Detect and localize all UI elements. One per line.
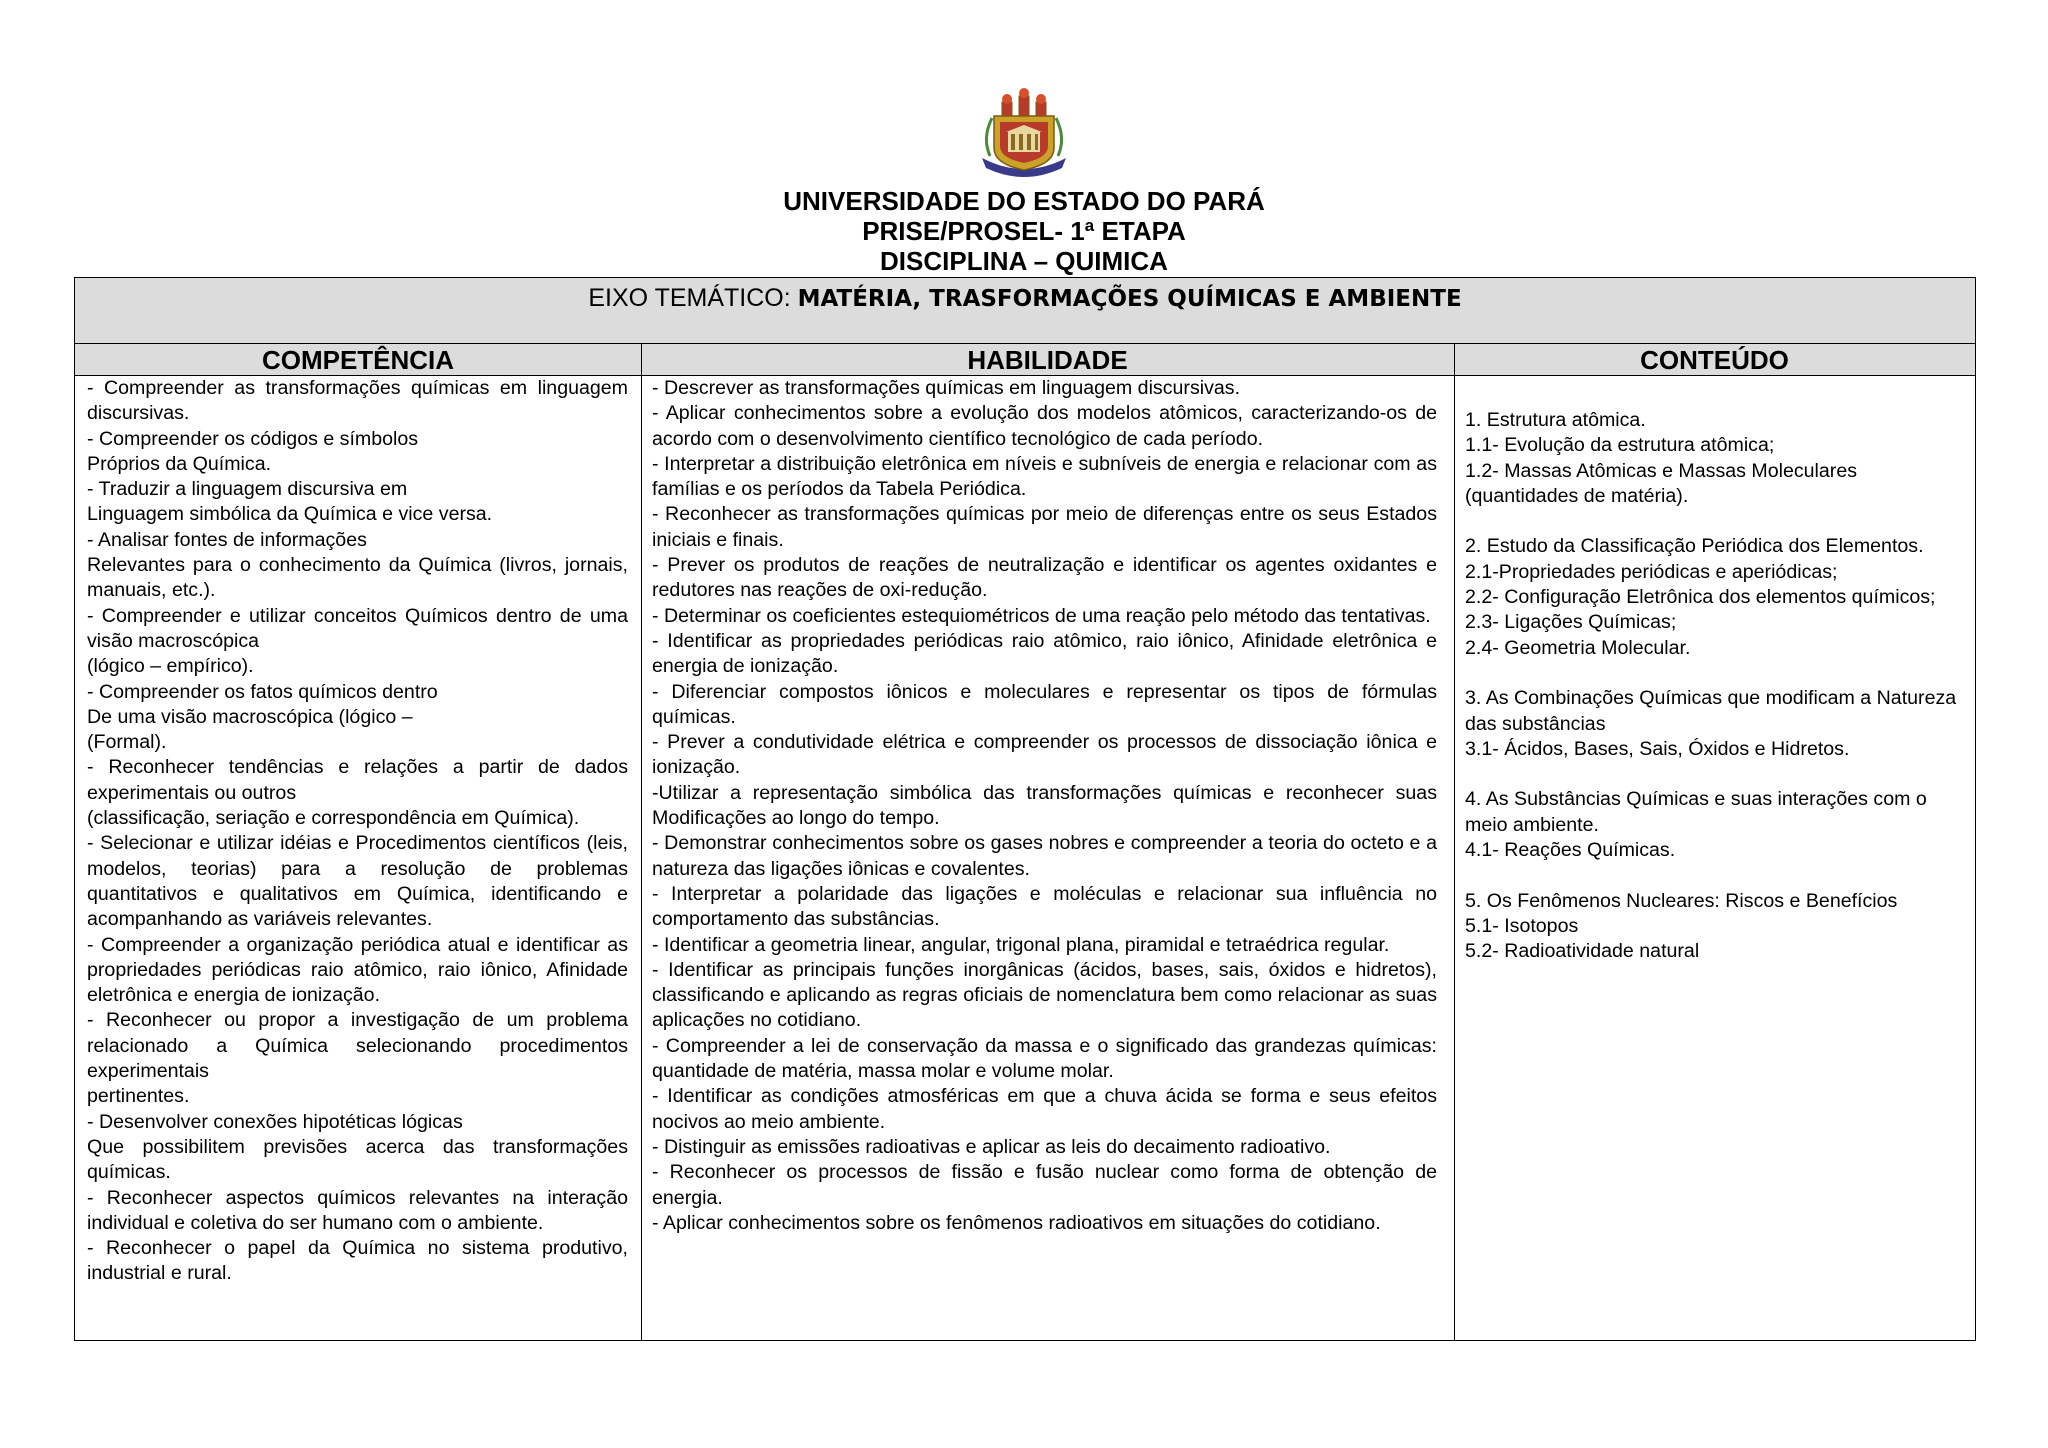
habilidade-item: - Identificar as principais funções inorgânicas (ácidos, bases, sais, óxidos e hidretos), classificando e aplicando as regras oficiais de nomenclatura bem como relacionar as suas aplicações no cotidiano.: [652, 958, 1437, 1032]
competencia-item: - Analisar fontes de informações: [87, 528, 367, 551]
competencia-item: - Compreender os códigos e símbolos: [87, 427, 419, 450]
habilidade-item: - Aplicar conhecimentos sobre a evolução dos modelos atômicos, caracterizando-os de acordo com o desenvolvimento científico tecnológico de cada período.: [652, 402, 1437, 450]
conteudo-item: 5.1- Isotopos: [1465, 914, 1579, 937]
habilidade-item: - Interpretar a distribuição eletrônica em níveis e subníveis de energia e relacionar com as famílias e os períodos da Tabela Periódica.: [652, 452, 1437, 501]
habilidade-item: - Prever a condutividade elétrica e compreender os processos de dissociação iônica e ionização.: [652, 731, 1437, 779]
habilidade-item: - Descrever as transformações químicas em linguagem discursivas.: [652, 377, 1241, 399]
eixo-tematico-header: [75, 278, 1975, 344]
competencia-item: - Reconhecer ou propor a investigação de um problema relacionado a Química selecionando procedimentos experimentais: [87, 1009, 628, 1083]
spacer: [1465, 509, 1965, 534]
conteudo-item: 2.3- Ligações Químicas;: [1465, 611, 1677, 634]
column-header-competencia: COMPETÊNCIA: [75, 344, 641, 376]
habilidade-cell: [652, 376, 1437, 1236]
spacer: [1465, 863, 1965, 888]
competencia-item: - Reconhecer o papel da Química no sistema produtivo, industrial e rural.: [87, 1237, 628, 1285]
eixo-prefix: EIXO TEMÁTICO:: [588, 284, 798, 312]
habilidade-item: - Identificar as condições atmosféricas em que a chuva ácida se forma e seus efeitos nocivos ao meio ambiente.: [652, 1085, 1437, 1133]
eixo-title: MATÉRIA, TRASFORMAÇÕES QUÍMICAS E AMBIENTE: [797, 286, 1462, 312]
competencia-item: De uma visão macroscópica (lógico –: [87, 705, 413, 728]
column-divider: [641, 344, 642, 1340]
conteudo-item: 5. Os Fenômenos Nucleares: Riscos e Benefícios: [1465, 889, 1898, 912]
habilidade-item: - Interpretar a polaridade das ligações e moléculas e relacionar sua influência no comportamento das substâncias.: [652, 882, 1437, 931]
competencia-item: - Reconhecer tendências e relações a partir de dados experimentais ou outros: [87, 756, 628, 804]
habilidade-item: - Aplicar conhecimentos sobre os fenômenos radioativos em situações do cotidiano.: [652, 1211, 1381, 1234]
spacer: [1465, 661, 1965, 686]
competencia-item: - Compreender a organização periódica atual e identificar as propriedades periódicas raio atômico, raio iônico, Afinidade eletrônica e energia de ionização.: [87, 933, 628, 1007]
habilidade-item: - Determinar os coeficientes estequiométricos de uma reação pelo método das tentativas.: [652, 604, 1431, 627]
conteudo-item: 2.4- Geometria Molecular.: [1465, 636, 1691, 659]
competencia-item: - Traduzir a linguagem discursiva em: [87, 478, 408, 501]
conteudo-item: 5.2- Radioatividade natural: [1465, 940, 1700, 963]
competencia-item: (Formal).: [87, 731, 167, 754]
competencia-item: - Selecionar e utilizar idéias e Procedimentos científicos (leis, modelos, teorias) para a resolução de problemas quantitativos e qualitativos em Química, identificando e acompanhando as variáveis relevantes.: [87, 832, 628, 931]
habilidade-item: - Reconhecer os processos de fissão e fusão nuclear como forma de obtenção de energia.: [652, 1161, 1437, 1209]
conteudo-item: 3.1- Ácidos, Bases, Sais, Óxidos e Hidretos.: [1465, 737, 1850, 760]
habilidade-item: - Identificar as propriedades periódicas raio atômico, raio iônico, Afinidade eletrônica e energia de ionização.: [652, 629, 1437, 678]
conteudo-item: 1.1- Evolução da estrutura atômica;: [1465, 434, 1775, 457]
habilidade-item: - Distinguir as emissões radioativas e aplicar as leis do decaimento radioativo.: [652, 1135, 1331, 1158]
column-header-conteudo: CONTEÚDO: [1454, 344, 1975, 376]
habilidade-item: - Identificar a geometria linear, angular, trigonal plana, piramidal e tetraédrica regular.: [652, 933, 1390, 956]
competencia-item: (lógico – empírico).: [87, 655, 254, 678]
conteudo-item: 1. Estrutura atômica.: [1465, 409, 1646, 431]
university-title: UNIVERSIDADE DO ESTADO DO PARÁ: [783, 186, 1265, 216]
conteudo-item: 2.1-Propriedades periódicas e aperiódicas;: [1465, 560, 1838, 583]
conteudo-cell: [1465, 408, 1965, 965]
competencia-item: - Compreender e utilizar conceitos Químicos dentro de uma visão macroscópica: [87, 604, 628, 652]
university-seal-logo: [978, 88, 1070, 180]
column-divider: [1454, 344, 1455, 1340]
conteudo-item: 1.2- Massas Atômicas e Massas Moleculares (quantidades de matéria).: [1465, 459, 1858, 507]
competencia-cell: [87, 376, 628, 1287]
competencia-item: Que possibilitem previsões acerca das transformações químicas.: [87, 1135, 628, 1184]
curriculum-table: [74, 277, 1976, 1341]
conteudo-item: 2.2- Configuração Eletrônica dos elementos químicos;: [1465, 586, 1936, 609]
competencia-item: (classificação, seriação e correspondência em Química).: [87, 807, 580, 830]
competencia-item: - Reconhecer aspectos químicos relevantes na interação individual e coletiva do ser humano com o ambiente.: [87, 1186, 628, 1234]
column-header-habilidade: HABILIDADE: [641, 344, 1454, 376]
competencia-item: pertinentes.: [87, 1085, 190, 1108]
habilidade-item: - Demonstrar conhecimentos sobre os gases nobres e compreender a teoria do octeto e a natureza das ligações iônicas e covalentes.: [652, 832, 1437, 880]
habilidade-item: -Utilizar a representação simbólica das transformações químicas e reconhecer suas Modificações ao longo do tempo.: [652, 781, 1437, 830]
conteudo-item: 4.1- Reações Químicas.: [1465, 839, 1676, 862]
habilidade-item: - Compreender a lei de conservação da massa e o significado das grandezas químicas: quantidade de matéria, massa molar e volume molar.: [652, 1034, 1437, 1083]
competencia-item: - Desenvolver conexões hipotéticas lógicas: [87, 1110, 463, 1133]
conteudo-item: 4. As Substâncias Químicas e suas interações com o meio ambiente.: [1465, 788, 1927, 836]
conteudo-item: 3. As Combinações Químicas que modificam a Natureza das substâncias: [1465, 687, 1957, 735]
habilidade-item: - Reconhecer as transformações químicas por meio de diferenças entre os seus Estados iniciais e finais.: [652, 503, 1437, 551]
discipline-title: DISCIPLINA – QUIMICA: [880, 246, 1168, 276]
competencia-item: - Compreender as transformações químicas em linguagem discursivas.: [87, 377, 628, 425]
competencia-item: - Compreender os fatos químicos dentro: [87, 680, 438, 703]
habilidade-item: - Diferenciar compostos iônicos e moleculares e representar os tipos de fórmulas químicas.: [652, 680, 1437, 728]
conteudo-item: 2. Estudo da Classificação Periódica dos Elementos.: [1465, 535, 1924, 558]
competencia-item: Relevantes para o conhecimento da Química (livros, jornais, manuais, etc.).: [87, 554, 628, 602]
competencia-item: Linguagem simbólica da Química e vice versa.: [87, 503, 493, 526]
process-title: PRISE/PROSEL- 1ª ETAPA: [862, 216, 1186, 246]
competencia-item: Próprios da Química.: [87, 452, 272, 475]
habilidade-item: - Prever os produtos de reações de neutralização e identificar os agentes oxidantes e redutores nas reações de oxi-redução.: [652, 554, 1437, 602]
spacer: [1465, 762, 1965, 787]
